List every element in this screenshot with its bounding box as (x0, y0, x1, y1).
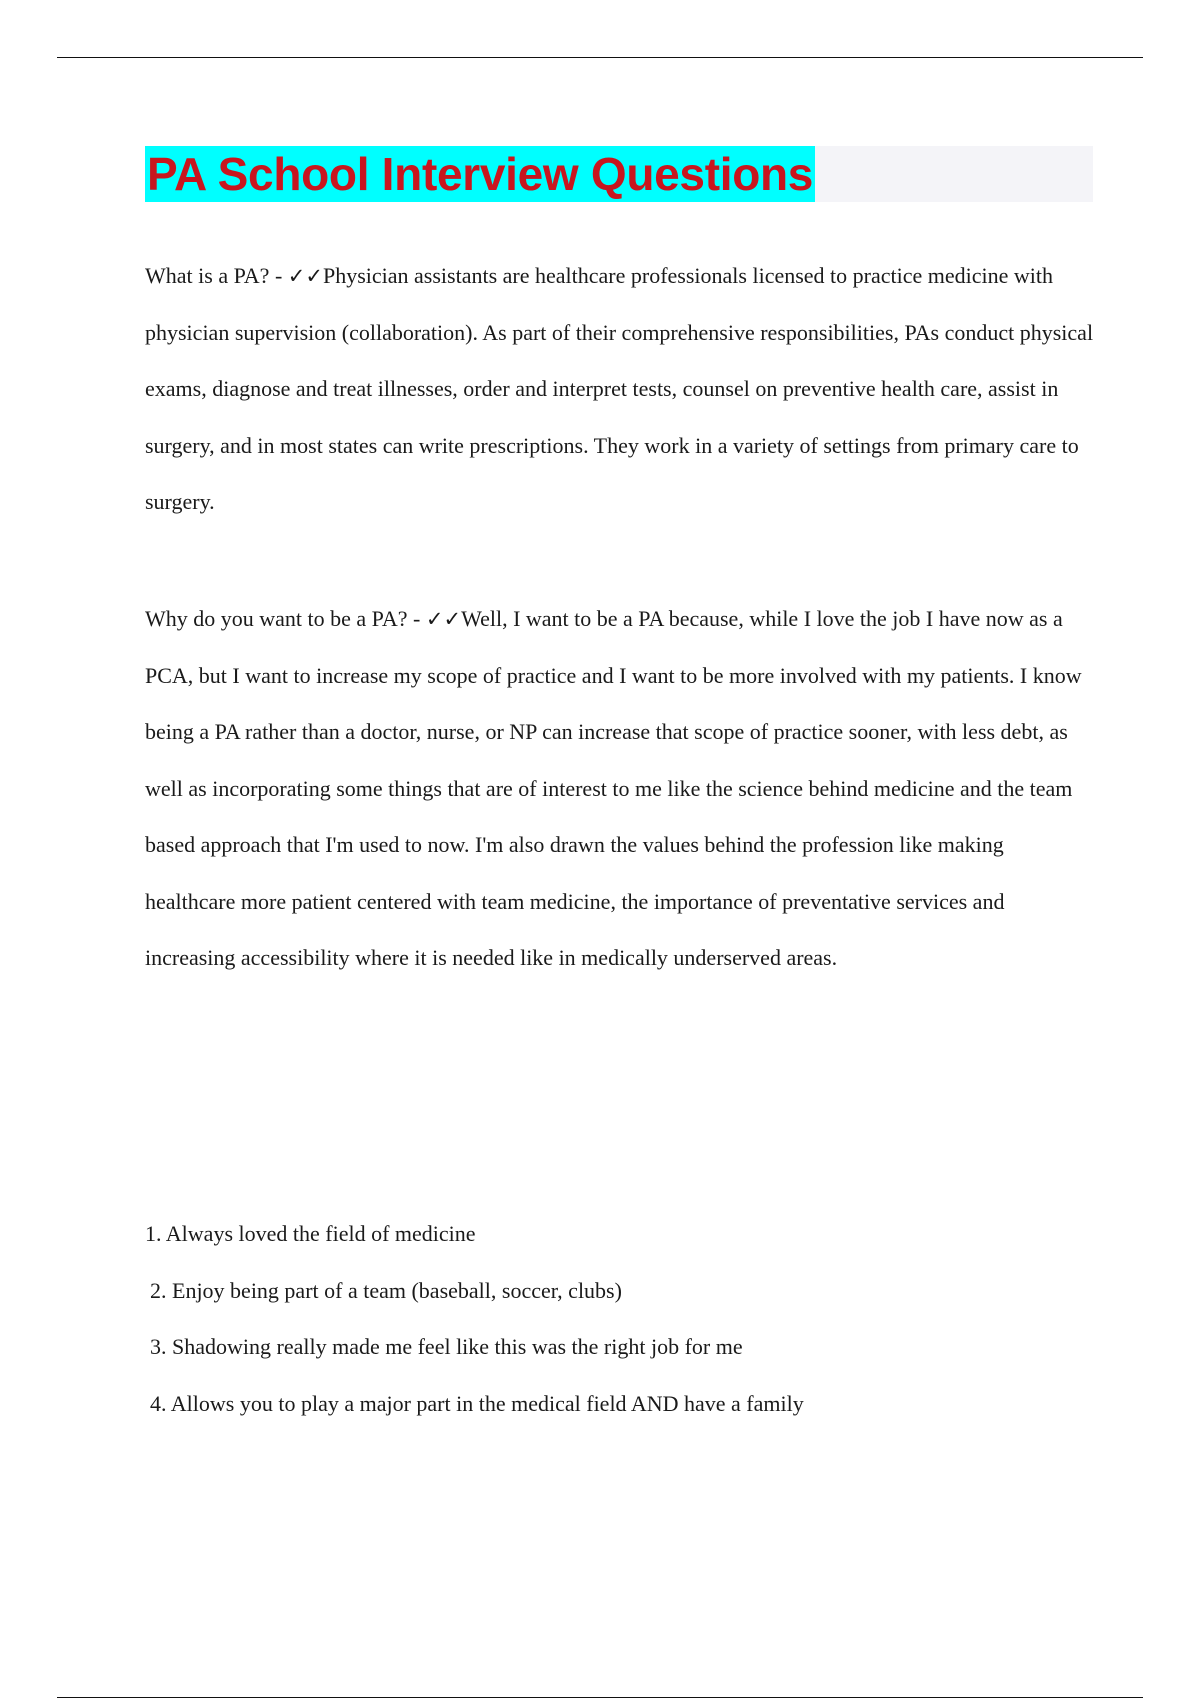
bottom-rule (57, 1697, 1143, 1698)
list-item: 4. Allows you to play a major part in the medical field AND have a family (150, 1390, 804, 1416)
list-item: 2. Enjoy being part of a team (baseball, soccer, clubs) (150, 1277, 622, 1303)
answer-text: Well, I want to be a PA because, while I love the job I have now as a PCA, but I want to increase my scope of practice and I want to be more involved with my patients. I know being a PA rather than a doctor, nurse, or NP can increase that scope of practice sooner, with less debt, as well as incorporating some things that are of interest to me like the science behind medicine and the team based approach that I'm used to now. I'm also drawn the values behind the profession like making healthcare more patient centered with team medicine, the importance of preventative services and increasing accessibility where it is needed like in medically underserved areas. (145, 606, 1082, 970)
list-item: 3. Shadowing really made me feel like this was the right job for me (150, 1334, 743, 1359)
question-text: What is a PA? - (145, 263, 288, 288)
answer-text: Physician assistants are healthcare professionals licensed to practice medicine with physician supervision (collaboration). As part of their comprehensive responsibilities, PAs conduct physical exams, diagnose and treat illnesses, order and interpret tests, counsel on preventive health care, assist in surgery, and in most states can write prescriptions. They work in a variety of settings from primary care to surgery. (145, 263, 1094, 514)
question-text: Why do you want to be a PA? - (145, 606, 426, 631)
list-item: 1. Always loved the field of medicine (145, 1221, 476, 1246)
document-title: PA School Interview Questions (147, 148, 814, 200)
double-check-icon: ✓✓ (287, 264, 323, 288)
double-check-icon: ✓✓ (425, 607, 462, 631)
qa-block-why-pa (145, 591, 1095, 987)
reasons-list (145, 1206, 804, 1432)
qa-block-what-is-pa (145, 248, 1095, 531)
top-rule (57, 57, 1143, 58)
